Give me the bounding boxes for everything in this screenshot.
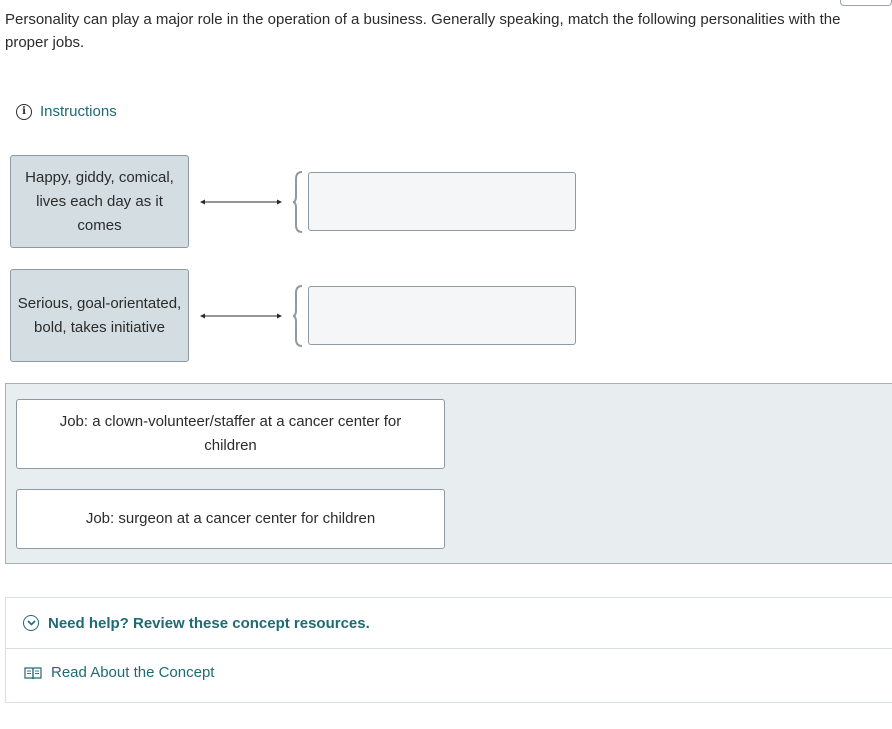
concept-resources-header: Need help? Review these concept resources. bbox=[48, 614, 370, 632]
concept-resources-panel bbox=[5, 597, 892, 703]
drop-zone-2[interactable] bbox=[308, 286, 576, 345]
read-about-concept-label: Read About the Concept bbox=[51, 664, 215, 681]
draggable-choice-2[interactable] bbox=[16, 489, 445, 549]
double-arrow-icon bbox=[200, 311, 282, 321]
left-brace-icon bbox=[292, 285, 304, 347]
drop-zone-1[interactable] bbox=[308, 172, 576, 231]
concept-resources-toggle[interactable] bbox=[6, 598, 892, 649]
choice-text: Job: surgeon at a cancer center for children bbox=[85, 510, 376, 527]
prompt-text: Serious, goal-orientated, bold, takes initiative bbox=[17, 294, 182, 336]
corner-button[interactable] bbox=[840, 0, 892, 6]
choice-text: Job: a clown-volunteer/staffer at a cancer center for children bbox=[59, 413, 402, 454]
chevron-down-circle-icon bbox=[23, 615, 39, 631]
left-brace-icon bbox=[292, 171, 304, 233]
question-text: Personality can play a major role in the operation of a business. Generally speaking, match the following personalities with the proper jobs. bbox=[5, 11, 841, 51]
prompt-text: Happy, giddy, comical, lives each day as it comes bbox=[25, 168, 174, 234]
prompt-card-1 bbox=[10, 155, 189, 248]
book-icon bbox=[24, 666, 42, 680]
prompt-card-2 bbox=[10, 269, 189, 362]
draggable-choice-1[interactable] bbox=[16, 399, 445, 469]
info-icon: i bbox=[16, 104, 32, 120]
instructions-label: Instructions bbox=[40, 103, 117, 120]
instructions-toggle[interactable] bbox=[16, 103, 117, 120]
read-about-concept-link[interactable] bbox=[24, 664, 214, 681]
double-arrow-icon bbox=[200, 197, 282, 207]
